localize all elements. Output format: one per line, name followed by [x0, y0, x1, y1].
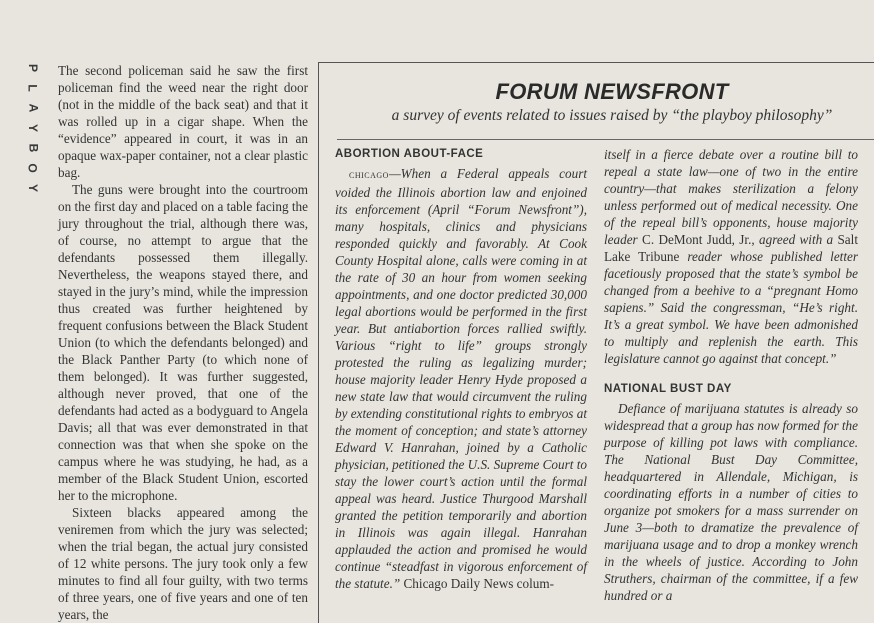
- tab-letter: L: [26, 84, 40, 92]
- section-title: FORUM NEWSFRONT: [495, 79, 729, 104]
- tab-letter: P: [25, 63, 40, 73]
- paragraph: The second policeman said he saw the first policeman find the weed near the right door (not in the middle of the back seat) and that it was rolled up in a cigar shape. When the “evidence” appeared in court, it was in an opaque wax-paper container, not a clear plastic bag.: [58, 63, 308, 180]
- tab-letter: O: [26, 163, 40, 173]
- forum-column-1: [335, 146, 587, 592]
- divider: [337, 139, 874, 140]
- article-body: Defiance of marijuana statutes is already so widespread that a group has now formed for the purpose of killing pot laws with compliance. The National Bust Day Committee, headquartered in Allendale, Michigan, is coordinating efforts in a number of cities to organize pot smokers for a mass surrender on June 3—both to dramatize the prevalence of marijuana usage and to drop a monkey wrench in the wheels of justice. According to John Struthers, chairman of the committee, if a few hundred or a: [604, 401, 858, 603]
- paragraph: The guns were brought into the courtroom on the first day and placed on a table facing the jury throughout the trial, although there was, of course, no attempt to argue that the defendants possessed them illegally. Nevertheless, the weapons stayed there, and stayed in the jury’s mind, while the impression thus created was further heightened by frequent confusions between the Black Student Union (to which the defendants belonged) and the Black Panther Party (to which none of them belonged). It was further suggested, although never proved, that one of the defendants had acted as a bodyguard to Angela Davis; all that was ever demonstrated in that connection was that when she spoke on the campus where he was studying, he had, as a member of the Black Student Union, escorted her to the microphone.: [58, 182, 308, 503]
- article-body: chicago—When a Federal appeals court voided the Illinois abortion law and enjoined its enforcement (April “Forum Newsfront”), many hospitals, clinics and physicians responded quickly and favorably. At Cook County Hospital alone, calls were coming in at the rate of 30 an hour from women seeking appointments, and one doctor predicted 30,000 legal abortions would be performed in the first year. But antiabortion forces rallied swiftly. Various “right to life” groups strongly protested the ruling as legalizing murder; house majority leader Henry Hyde proposed a new state law that would circumvent the ruling by extending constitutional rights to embryos at the moment of conception; and state’s attorney Edward V. Hanrahan, joined by a Catholic physician, petitioned the U.S. Supreme Court to stay the lower court’s action until the formal appeal was heard. Justice Thurgood Marshall granted the petition temporarily and abortion in Illinois was again illegal. Hanrahan applauded the action and promised he would continue “steadfast in vigorous enforcement of the statute.” Chicago Daily News colum-: [335, 166, 587, 591]
- left-article-column: [58, 62, 308, 623]
- article-heading: ABORTION ABOUT-FACE: [335, 148, 484, 160]
- dateline: chicago: [349, 169, 389, 181]
- tab-letter: B: [25, 143, 40, 153]
- section-subtitle: a survey of events related to issues raised by “the playboy philosophy”: [391, 107, 833, 124]
- tab-letter: Y: [25, 183, 40, 193]
- tab-letter: A: [25, 103, 40, 113]
- forum-column-2: [604, 146, 858, 604]
- tab-letter: Y: [25, 123, 40, 133]
- paragraph: Sixteen blacks appeared among the veniremen from which the jury was selected; when the trial began, the actual jury consisted of 12 white persons. The jury took only a few minutes to find all four guilty, with two terms of three years, one of five years and one of ten years, the: [58, 505, 308, 622]
- article-body-continued: itself in a fierce debate over a routine bill to repeal a state law—one of two in the entire country—that makes sterilization a felony unless performed out of medical necessity. One of the repeal bill’s opponents, house majority leader C. DeMont Judd, Jr., agreed with a Salt Lake Tribune reader whose published letter facetiously proposed that the state’s symbol be changed from a beehive to a “pregnant Homo sapiens.” Said the congressman, “He’s right. It’s a great symbol. We have been admonished to multiply and replenish the earth. This legislature cannot go against that concept.”: [604, 147, 858, 366]
- magazine-name-tab: [24, 62, 42, 194]
- article-heading: NATIONAL BUST DAY: [604, 383, 732, 395]
